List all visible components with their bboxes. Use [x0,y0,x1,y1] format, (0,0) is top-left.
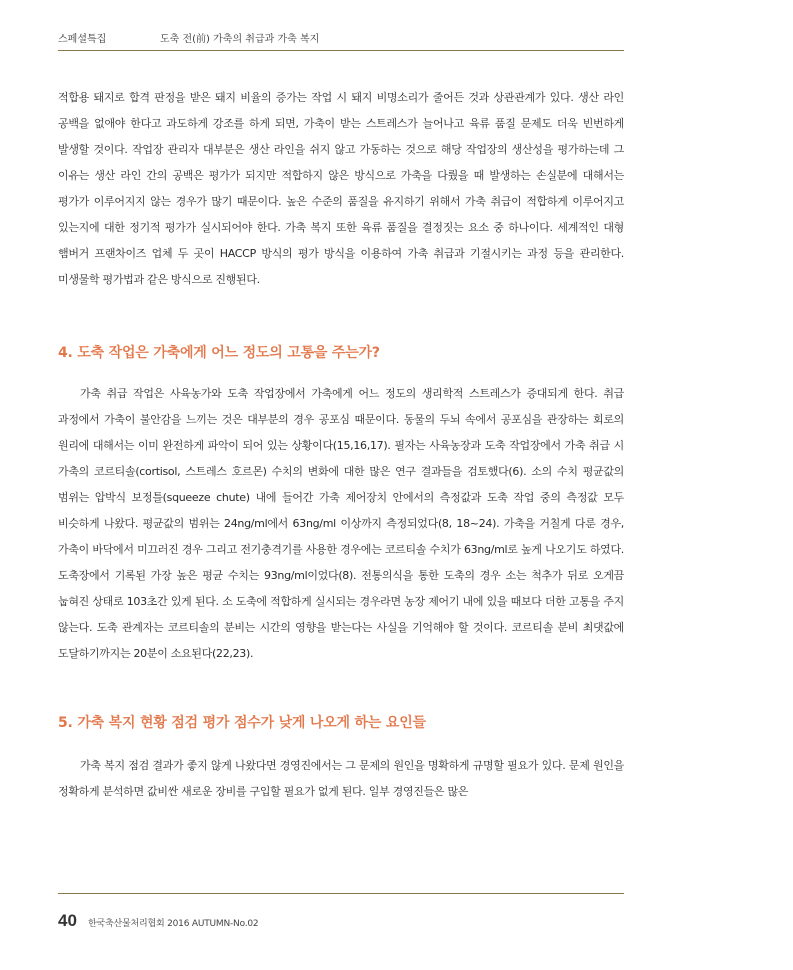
footer-divider [58,893,624,894]
header-section-label: 스페셜특집 [58,34,107,45]
section-4-heading: 4. 도축 작업은 가축에게 어느 정도의 고통을 주는가? [58,345,380,361]
header-topic-title: 도축 전(前) 가축의 취급과 가축 복지 [160,34,320,45]
page-number: 40 [58,911,77,930]
page-footer [58,911,258,931]
article-body [58,85,624,805]
publication-info: 한국축산물처리협회 2016 AUTUMN-No.02 [88,919,259,929]
section-4-paragraph: 가축 취급 작업은 사육농가와 도축 작업장에서 가축에게 어느 정도의 생리학적 스트레스가 증대되게 한다. 취급 과정에서 가축이 불안감을 느끼는 것은 대부분의 경우 공포심 때문이다. 동물의 두뇌 속에서 공포심을 관장하는 회로의 원리에 대해서는 이미 완전하게 파악이 되어 있는 상황이다(15,16,17). 필자는 사육농장과 도축 작업장에서 가축 취급 시 가축의 코르티솔(cortisol, 스트레스 호르몬) 수치의 변화에 대한 많은 연구 결과들을 검토했다(6). 소의 수치 평균값의 범위는 압박식 보정틀(squeeze chute) 내에 들어간 가축 제어장치 안에서의 측정값과 도축 작업 중의 측정값 모두 비슷하게 나왔다. 평균값의 범위는 24ng/ml에서 63ng/ml 이상까지 측정되었다(8, 18~24). 가축을 거칠게 다룬 경우, 가축이 바닥에서 미끄러진 경우 그리고 전기충격기를 사용한 경우에는 코르티솔 수치가 63ng/ml로 높게 나오기도 하였다. 도축장에서 기록된 가장 높은 평균 수치는 93ng/ml이었다(8). 전통의식을 통한 도축의 경우 소는 척추가 뒤로 오게끔 눕혀진 상태로 103초간 있게 된다. 소 도축에 적합하게 실시되는 경우라면 농장 제어기 내에 있을 때보다 더한 고통을 주지 않는다. 도축 관계자는 코르티솔의 분비는 시간의 영향을 받는다는 사실을 기억해야 할 것이다. 코르티솔 분비 최댓값에 도달하기까지는 20분이 소요된다(22,23). [58,387,624,660]
section-5-paragraph: 가축 복지 점검 결과가 좋지 않게 나왔다면 경영진에서는 그 문제의 원인을 명확하게 규명할 필요가 있다. 문제 원인을 정확하게 분석하면 값비싼 새로운 장비를 구입할 필요가 없게 된다. 일부 경영진들은 많은 [58,759,624,798]
section-5-heading: 5. 가축 복지 현황 점검 평가 점수가 낮게 나오게 하는 요인들 [58,715,426,731]
header-divider [58,50,624,51]
intro-paragraph: 적합용 돼지로 합격 판정을 받은 돼지 비율의 증가는 작업 시 돼지 비명소리가 줄어든 것과 상관관계가 있다. 생산 라인 공백을 없애야 한다고 과도하게 강조를 하게 되면, 가축이 받는 스트레스가 늘어나고 육류 품질 문제도 더욱 빈번하게 발생할 것이다. 작업장 관리자 대부분은 생산 라인을 쉬지 않고 가동하는 것으로 해당 작업장의 생산성을 평가하는데 그 이유는 생산 라인 간의 공백은 평가가 되지만 적합하지 않은 방식으로 가축을 다뤘을 때 발생하는 손실분에 대해서는 평가가 이루어지지 않는 경우가 많기 때문이다. 높은 수준의 품질을 유지하기 위해서 가축 취급이 적합하게 이루어지고 있는지에 대한 정기적 평가가 실시되어야 한다. 가축 복지 또한 육류 품질을 결정짓는 요소 중 하나이다. 세계적인 대형 햄버거 프랜차이즈 업체 두 곳이 HACCP 방식의 평가 방식을 이용하여 가축 취급과 기절시키는 과정 등을 관리한다. 미생물학 평가법과 같은 방식으로 진행된다. [58,91,624,286]
